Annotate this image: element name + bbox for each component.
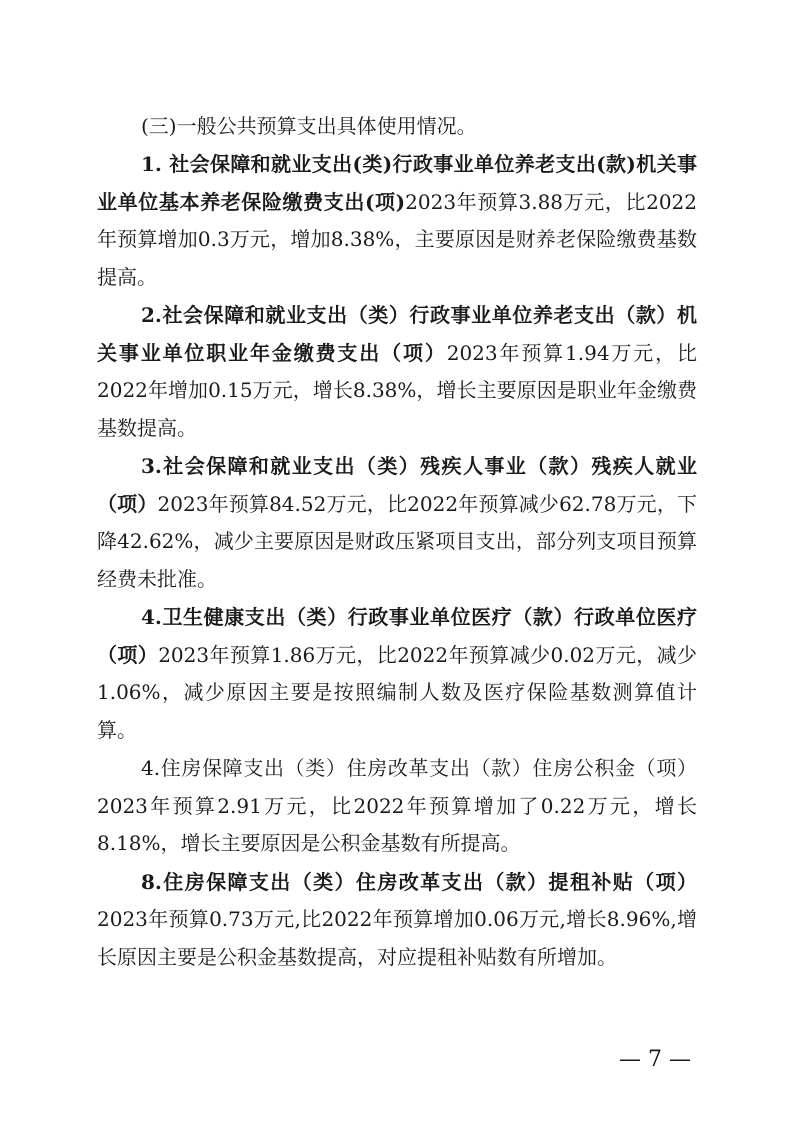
item-3 bbox=[97, 448, 697, 598]
item-4-heading: 4.卫生健康支出（类）行政事业单位医疗（款）行政单位医疗（项） bbox=[97, 605, 697, 667]
item-4-body: 2023年预算1.86万元，比2022年预算减少0.02万元，减少1.06%，减少原因主要是按照编制人数及医疗保险基数测算值计算。 bbox=[97, 642, 698, 742]
item-6-body: 2023年预算0.73万元,比2022年预算增加0.06万元,增长8.96%,增长原因主要是公积金基数提高，对应提租补贴数有所增加。 bbox=[97, 907, 697, 969]
item-2-heading: 2.社会保障和就业支出（类）行政事业单位养老支出（款）机关事业单位职业年金缴费支出（项） bbox=[97, 303, 697, 365]
item-3-heading: 3.社会保障和就业支出（类）残疾人事业（款）残疾人就业（项） bbox=[97, 454, 697, 516]
item-1 bbox=[97, 146, 697, 296]
document-page bbox=[97, 108, 697, 977]
item-2 bbox=[97, 297, 697, 447]
item-3-body: 2023年预算84.52万元，比2022年预算减少62.78万元，下降42.62%，减少主要原因是财政压紧项目支出，部分列支项目预算经费未批准。 bbox=[97, 491, 698, 591]
item-2-body: 2023年预算1.94万元，比2022年增加0.15万元，增长8.38%，增长主要原因是职业年金缴费基数提高。 bbox=[97, 340, 698, 440]
section-heading: (三)一般公共预算支出具体使用情况。 bbox=[141, 114, 477, 138]
item-5 bbox=[97, 750, 697, 863]
item-5-body: 4.住房保障支出（类）住房改革支出（款）住房公积金（项）2023年预算2.91万元，比2022年预算增加了0.22万元，增长8.18%，增长主要原因是公积金基数有所提高。 bbox=[97, 756, 697, 855]
item-6-heading: 8.住房保障支出（类）住房改革支出（款）提租补贴（项） bbox=[141, 869, 697, 894]
item-1-heading: 1. 社会保障和就业支出(类)行政事业单位养老支出(款)机关事业单位基本养老保险缴费支出(项) bbox=[97, 152, 697, 214]
item-4 bbox=[97, 599, 697, 749]
page-number: — 7 — bbox=[619, 1047, 691, 1072]
item-1-body: 2023年预算3.88万元，比2022年预算增加0.3万元，增加8.38%，主要原因是财养老保险缴费基数提高。 bbox=[97, 189, 697, 289]
item-6 bbox=[97, 864, 697, 977]
